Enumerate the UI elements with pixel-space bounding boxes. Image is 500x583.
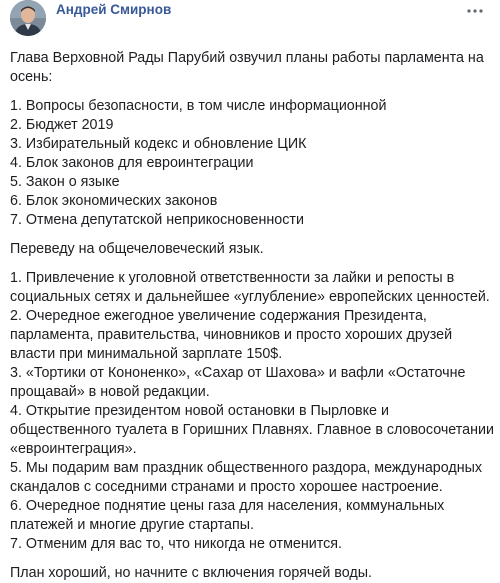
avatar[interactable] [10,0,46,36]
post-header [10,0,171,36]
post-body [10,49,494,583]
more-options-icon[interactable] [464,4,486,18]
translation-item: 3. «Тортики от Кононенко», «Сахар от Шахова» и вафли «Остаточне прощавай» в новой редакции. [10,365,466,400]
post-conclusion: План хороший, но начните с включения горячей воды. [10,565,372,581]
plan-item: 1. Вопросы безопасности, в том числе информационной [10,98,387,114]
post-intro: Глава Верховной Рады Парубий озвучил планы работы парламента на осень: [10,50,484,85]
translation-item: 7. Отменим для вас то, что никогда не отменится. [10,536,342,552]
translate-intro: Переведу на общечеловеческий язык. [10,241,264,257]
plan-item: 6. Блок экономических законов [10,193,218,209]
more-options-dots [467,9,483,13]
plan-item: 3. Избирательный кодекс и обновление ЦИК [10,136,307,152]
translations-list [10,269,494,554]
plan-item: 4. Блок законов для евроинтеграции [10,155,254,171]
translation-item: 4. Открытие президентом новой остановки в Пырловке и общественного туалета в Горишних Плавнях. Главное в словосочетании «евроинтеграция». [10,403,494,457]
plan-item: 7. Отмена депутатской неприкосновенности [10,212,304,228]
plans-list [10,97,494,230]
translation-item: 2. Очередное ежегодное увеличение содержания Президента, парламента, правительства, чиновников и просто хороших друзей власти при минимальной зарплате 150$. [10,308,453,362]
translation-item: 5. Мы подарим вам праздник общественного раздора, международных скандалов с соседними странами и просто хорошее настроение. [10,460,483,495]
translation-item: 1. Привлечение к уголовной ответственности за лайки и репосты в социальных сетях и дальнейшее «углубление» европейских ценностей. [10,270,490,305]
author-name[interactable]: Андрей Смирнов [56,2,172,17]
avatar-image [10,0,46,36]
plan-item: 2. Бюджет 2019 [10,117,114,133]
plan-item: 5. Закон о языке [10,174,120,190]
translation-item: 6. Очередное поднятие цены газа для населения, коммунальных платежей и многие другие стартапы. [10,498,445,533]
